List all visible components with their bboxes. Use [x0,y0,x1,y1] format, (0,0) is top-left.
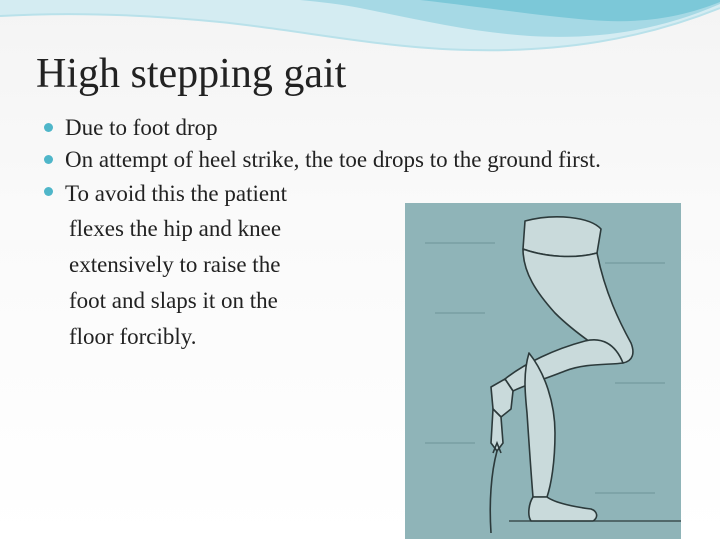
bullet-dot-icon [44,155,53,164]
bullet-text-line: To avoid this the patient [65,181,287,206]
bullet-text: Due to foot drop [65,115,218,140]
bullet-item [44,145,684,174]
bullet-dot-icon [44,123,53,132]
bullet-text: On attempt of heel strike, the toe drops to the ground first. [65,147,601,172]
bullet-text-line: extensively to raise the [69,252,281,277]
bullet-text-line: floor forcibly. [69,324,197,349]
leg-illustration [405,203,681,539]
slide-title: High stepping gait [36,51,347,97]
bullet-item [44,113,684,142]
bullet-dot-icon [44,187,53,196]
leg-illustration-icon [405,203,681,539]
bullet-text-line: flexes the hip and knee [69,216,282,241]
bullet-text-line: foot and slaps it on the [69,288,278,313]
